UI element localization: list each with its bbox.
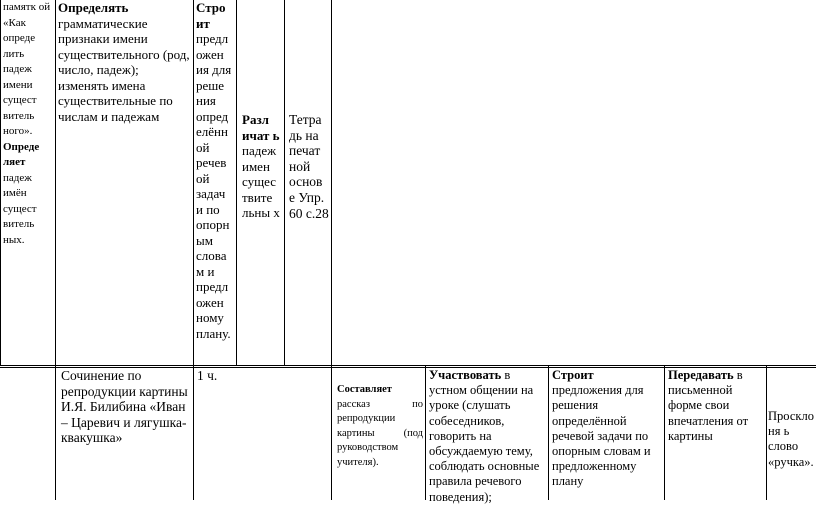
row2-col9-bold: Строит <box>552 368 594 382</box>
row1-col5-text: падеж имен сущес твите льны х <box>242 143 280 220</box>
row2-col8-text: в устном общении на уроке (слушать собеседников, говорить на обсуждаемую тему, соблюдать основные правила речевого поведения); <box>429 368 540 504</box>
row2-col9-text: предложения для решения определённой речевой задачи по опорным словам и предложенному плану <box>552 383 651 489</box>
row2-col8-bold: Участвовать <box>429 368 502 382</box>
row2-col3-cell <box>197 368 327 384</box>
row2-col10-text: в письменной форме свои впечатления от картины <box>668 368 749 443</box>
row2-col10-cell <box>668 368 765 444</box>
row1-col1-text-2: падеж имён сущест витель ных. <box>3 171 37 246</box>
row2-hours-text: 1 ч. <box>197 368 218 383</box>
row2-topic-text: Сочинение по репродукции картины И.Я. Билибина «Иван – Царевич и лягушка-квакушка» <box>61 368 188 446</box>
row1-col2-cell <box>58 0 192 124</box>
row2-col8-cell <box>429 368 547 505</box>
row1-col2-text: грамматические признаки имени существительного (род, число, падеж); изменять имена существительные по числам и падежам <box>58 15 190 124</box>
row1-col5-cell <box>242 112 282 221</box>
grid-line <box>664 366 665 500</box>
row1-col2-bold: Определять <box>58 0 129 15</box>
row2-col2-cell <box>61 368 191 446</box>
grid-line <box>766 366 767 500</box>
row1-col5-bold: Разл ичат ь <box>242 112 280 143</box>
row2-col11-text: Просклоня ь слово «ручка». <box>768 409 814 469</box>
grid-line <box>425 366 426 500</box>
row1-col4-cell <box>196 0 235 341</box>
grid-line <box>331 0 332 500</box>
row1-col1-cell <box>3 0 53 248</box>
row1-col1-bold: Опреде ляет <box>3 140 40 168</box>
grid-line <box>236 0 237 366</box>
grid-line <box>0 0 1 366</box>
grid-line <box>548 366 549 500</box>
row2-col9-cell <box>552 368 663 490</box>
row1-col6-text: Тетра дь на печат ной основ е Упр. 60 с.28 <box>289 112 329 221</box>
grid-line <box>0 365 816 366</box>
grid-line <box>284 0 285 366</box>
row1-col4-text: предл ожен ия для реше ния опред елённ ой речев ой задач и по опорн ым слова м и предл ожен ному плану. <box>196 31 232 341</box>
grid-line <box>193 0 194 500</box>
row1-col1-text: памятк ой «Как опреде лить падеж имени сущест витель ного». <box>3 1 51 137</box>
row2-col7-text: рассказ по репродукции картины (под руководством учителя). <box>337 398 423 468</box>
row1-col4-bold: Стро ит <box>196 0 226 31</box>
grid-line <box>55 0 56 500</box>
row2-col7-bold: Составляет <box>337 384 392 395</box>
row1-col6-cell <box>289 112 329 221</box>
row2-col10-bold: Передавать <box>668 368 734 382</box>
row2-col11-cell <box>768 409 816 470</box>
row2-col7-cell <box>337 383 423 470</box>
